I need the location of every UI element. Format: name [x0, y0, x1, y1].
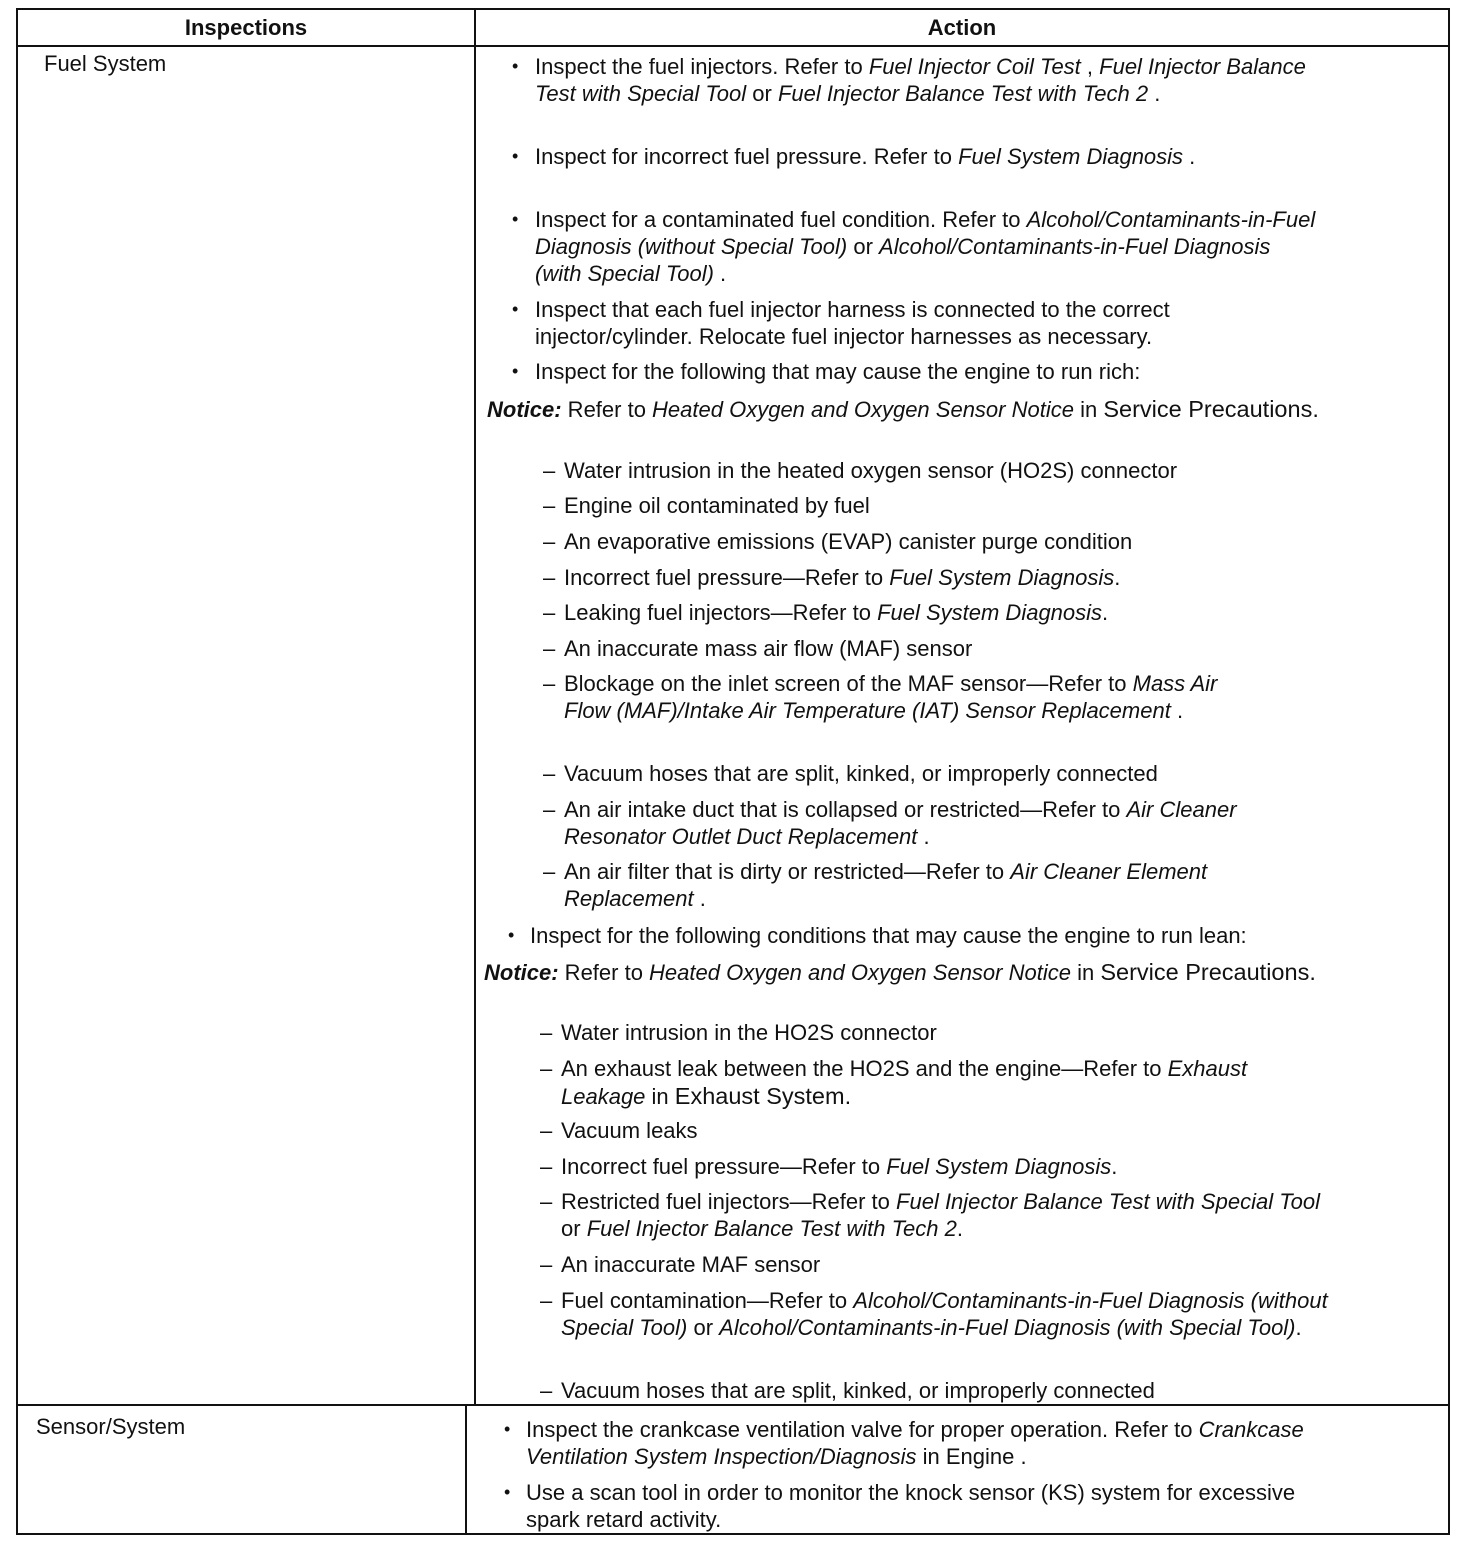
- inspection-fuel-system: Fuel System: [44, 51, 167, 76]
- sub-item-cont: Replacement .: [564, 886, 706, 911]
- sub-item: An air filter that is dirty or restricted—Refer to Air Cleaner Element: [564, 859, 1208, 884]
- sub-item: Vacuum hoses that are split, kinked, or improperly connected: [561, 1378, 1155, 1403]
- sub-item: Incorrect fuel pressure—Refer to Fuel System Diagnosis.: [561, 1154, 1118, 1179]
- list-item: Inspect for the following that may cause the engine to run rich:: [535, 359, 1141, 384]
- sub-item: Blockage on the inlet screen of the MAF sensor—Refer to Mass Air: [564, 671, 1218, 696]
- sub-item: An inaccurate MAF sensor: [561, 1252, 821, 1277]
- sub-item: Water intrusion in the heated oxygen sensor (HO2S) connector: [564, 458, 1178, 483]
- dash: –: [543, 565, 556, 590]
- column-divider: [474, 10, 476, 1406]
- bullet: •: [508, 925, 515, 945]
- list-item: Inspect that each fuel injector harness is connected to the correct: [535, 297, 1170, 322]
- sub-item: Vacuum leaks: [561, 1118, 698, 1143]
- sub-item-cont: or Fuel Injector Balance Test with Tech 2.: [561, 1216, 963, 1241]
- bullet: •: [512, 299, 519, 319]
- bullet: •: [512, 146, 519, 166]
- sub-item: Restricted fuel injectors—Refer to Fuel Injector Balance Test with Special Tool: [561, 1189, 1320, 1214]
- sub-item-cont: Resonator Outlet Duct Replacement .: [564, 824, 930, 849]
- notice: Notice: Refer to Heated Oxygen and Oxygen Sensor Notice in Service Precautions.: [487, 396, 1319, 422]
- list-item: Inspect for incorrect fuel pressure. Refer to Fuel System Diagnosis .: [535, 144, 1196, 169]
- dash: –: [543, 458, 556, 483]
- list-item-cont: injector/cylinder. Relocate fuel injector harnesses as necessary.: [535, 324, 1153, 349]
- sub-item: Incorrect fuel pressure—Refer to Fuel System Diagnosis.: [564, 565, 1121, 590]
- dash: –: [540, 1056, 553, 1081]
- dash: –: [543, 797, 556, 822]
- dash: –: [543, 859, 556, 884]
- dash: –: [540, 1118, 553, 1143]
- dash: –: [540, 1288, 553, 1313]
- dash: –: [540, 1252, 553, 1277]
- dash: –: [543, 636, 556, 661]
- sub-item: Vacuum hoses that are split, kinked, or improperly connected: [564, 761, 1158, 786]
- inspection-sensor-system: Sensor/System: [36, 1414, 186, 1439]
- dash: –: [543, 529, 556, 554]
- sub-item: An exhaust leak between the HO2S and the engine—Refer to Exhaust: [561, 1056, 1248, 1081]
- dash: –: [540, 1378, 553, 1403]
- sub-item-cont: Flow (MAF)/Intake Air Temperature (IAT) Sensor Replacement .: [564, 698, 1184, 723]
- sub-item: Engine oil contaminated by fuel: [564, 493, 870, 518]
- header-action: Action: [927, 15, 997, 40]
- list-item: Inspect the fuel injectors. Refer to Fuel Injector Coil Test , Fuel Injector Balance: [535, 54, 1306, 79]
- header-inspections: Inspections: [184, 15, 308, 40]
- sub-item: An air intake duct that is collapsed or restricted—Refer to Air Cleaner: [564, 797, 1237, 822]
- list-item-cont: Diagnosis (without Special Tool) or Alcohol/Contaminants-in-Fuel Diagnosis: [535, 234, 1271, 259]
- dash: –: [543, 493, 556, 518]
- bullet: •: [504, 1419, 511, 1439]
- list-item: Use a scan tool in order to monitor the knock sensor (KS) system for excessive: [526, 1480, 1296, 1505]
- list-item: Inspect for a contaminated fuel condition. Refer to Alcohol/Contaminants-in-Fuel: [535, 207, 1316, 232]
- sub-item: Water intrusion in the HO2S connector: [561, 1020, 937, 1045]
- sub-item: Leaking fuel injectors—Refer to Fuel System Diagnosis.: [564, 600, 1109, 625]
- sub-item: An inaccurate mass air flow (MAF) sensor: [564, 636, 973, 661]
- list-item-cont: Test with Special Tool or Fuel Injector Balance Test with Tech 2 .: [535, 81, 1161, 106]
- dash: –: [543, 671, 556, 696]
- row-divider: [18, 1404, 1448, 1406]
- bullet: •: [512, 209, 519, 229]
- list-item-cont: (with Special Tool) .: [535, 261, 727, 286]
- dash: –: [540, 1020, 553, 1045]
- dash: –: [543, 761, 556, 786]
- column-divider: [465, 1404, 467, 1535]
- dash: –: [540, 1154, 553, 1179]
- sub-item-cont: Leakage in Exhaust System.: [561, 1083, 852, 1109]
- list-item-cont: spark retard activity.: [526, 1507, 722, 1532]
- list-item: Inspect for the following conditions that may cause the engine to run lean:: [530, 923, 1247, 948]
- dash: –: [540, 1189, 553, 1214]
- dash: –: [543, 600, 556, 625]
- bullet: •: [512, 361, 519, 381]
- notice: Notice: Refer to Heated Oxygen and Oxygen Sensor Notice in Service Precautions.: [484, 959, 1316, 985]
- sub-item: An evaporative emissions (EVAP) canister purge condition: [564, 529, 1133, 554]
- bullet: •: [512, 56, 519, 76]
- sub-item-cont: Special Tool) or Alcohol/Contaminants-in-Fuel Diagnosis (with Special Tool).: [561, 1315, 1302, 1340]
- list-item: Inspect the crankcase ventilation valve for proper operation. Refer to Crankcase: [526, 1417, 1304, 1442]
- bullet: •: [504, 1482, 511, 1502]
- list-item-cont: Ventilation System Inspection/Diagnosis in Engine .: [526, 1444, 1027, 1469]
- sub-item: Fuel contamination—Refer to Alcohol/Contaminants-in-Fuel Diagnosis (without: [561, 1288, 1328, 1313]
